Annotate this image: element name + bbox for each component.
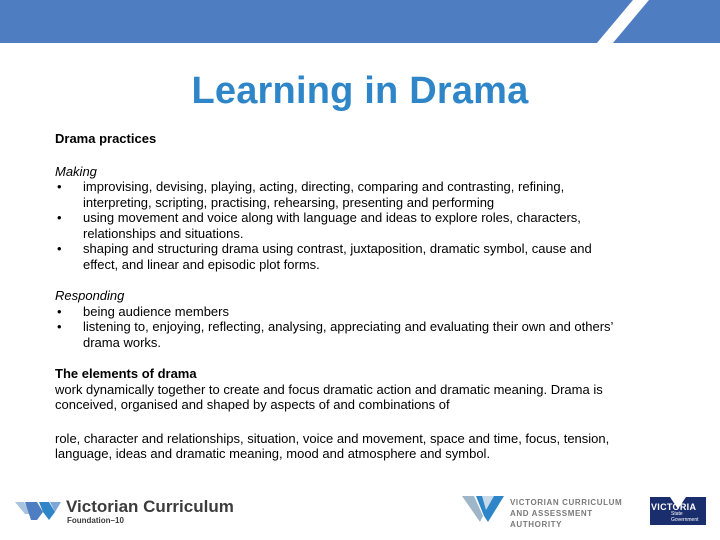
bullet-text-line: relationships and situations. [83, 225, 244, 241]
bullet-text-line: effect, and linear and episodic plot forms. [83, 256, 320, 272]
bullet-text-line: drama works. [83, 334, 162, 350]
elements-list-line: role, character and relationships, situation, voice and movement, space and time, focus, tension, [55, 430, 610, 446]
vcaa-logo-text [510, 497, 630, 530]
elements-paragraph-line: conceived, organised and shaped by aspects of and combinations of [55, 397, 450, 412]
bullet-item [55, 179, 675, 210]
vcaa-logo-line: AND ASSESSMENT AUTHORITY [510, 509, 593, 529]
bullet-text-line: interpreting, scripting, practising, rehearsing, presenting and performing [83, 194, 495, 210]
bullet-icon: • [57, 319, 62, 334]
bullet-text-line: shaping and structuring drama using contrast, juxtaposition, dramatic symbol, cause and [83, 241, 592, 256]
header-bar [0, 0, 720, 43]
vc-logo-subtext: Foundation–10 [67, 516, 124, 525]
bullet-item [55, 304, 675, 320]
page-title: Learning in Drama [191, 70, 529, 112]
elements-list-line: language, ideas and dramatic meaning, mood and atmosphere and symbol. [55, 446, 491, 461]
responding-list [55, 304, 675, 351]
bullet-text-line: improvising, devising, playing, acting, directing, comparing and contrasting, refining, [83, 179, 565, 194]
bullet-text-line: using movement and voice along with language and ideas to explore roles, characters, [83, 210, 581, 225]
header-stripe [583, 0, 658, 43]
vic-logo-subtext [671, 511, 699, 523]
bullet-icon: • [57, 303, 62, 319]
victorian-curriculum-logo-icon [15, 494, 61, 520]
section-heading-elements: The elements of drama [55, 366, 197, 381]
vc-logo-text: Victorian Curriculum [66, 497, 234, 516]
bullet-item [55, 241, 675, 272]
vic-logo-subline: State [671, 511, 683, 517]
bullet-text-line: being audience members [83, 303, 229, 319]
vcaa-logo-line: VICTORIAN CURRICULUM [510, 498, 623, 507]
making-list [55, 179, 675, 272]
elements-paragraph-line: work dynamically together to create and focus dramatic action and dramatic meaning. Drama is [55, 381, 603, 397]
section-heading-practices: Drama practices [55, 131, 157, 146]
footer [0, 490, 720, 540]
bullet-icon: • [57, 210, 62, 225]
bullet-item [55, 210, 675, 241]
subheading-responding: Responding [55, 288, 125, 303]
subheading-making: Making [55, 163, 97, 179]
bullet-item [55, 319, 675, 350]
vic-logo-subline: Government [671, 517, 699, 523]
bullet-text-line: listening to, enjoying, reflecting, analysing, appreciating and evaluating their own and others’ [83, 319, 614, 334]
slide-body [55, 131, 675, 462]
vic-logo-text: VICTORIA [651, 502, 697, 512]
bullet-icon: • [57, 179, 62, 194]
bullet-icon: • [57, 241, 62, 256]
vcaa-logo-icon [462, 494, 504, 524]
